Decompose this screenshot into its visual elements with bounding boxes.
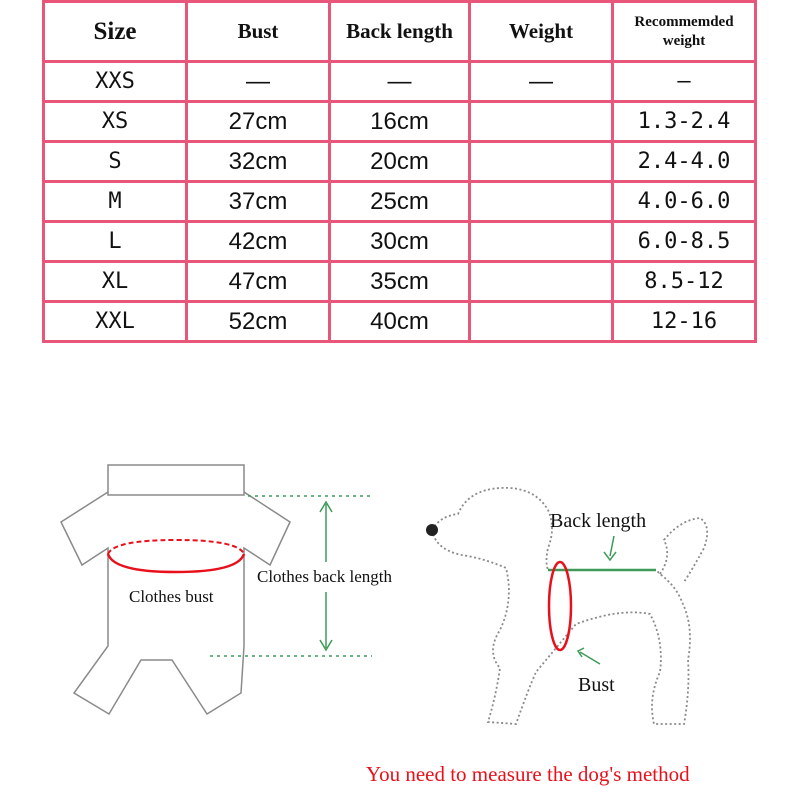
recommended-weight-cell: 4.0-6.0: [613, 182, 756, 222]
recommended-weight-cell: 2.4-4.0: [613, 142, 756, 182]
back-length-cell: 25cm: [330, 182, 470, 222]
header-bust: Bust: [187, 2, 330, 62]
header-weight: Weight: [470, 2, 613, 62]
back-length-cell: 40cm: [330, 302, 470, 342]
dog-bust-label: Bust: [578, 674, 615, 696]
garment-collar: [108, 465, 244, 495]
bust-cell: 27cm: [187, 102, 330, 142]
size-cell: XS: [44, 102, 187, 142]
back-length-cell: 35cm: [330, 262, 470, 302]
dog-back-length-pointer: [610, 536, 614, 556]
back-length-cell: 20cm: [330, 142, 470, 182]
header-size: Size: [44, 2, 187, 62]
size-cell: XL: [44, 262, 187, 302]
recommended-weight-cell: 12-16: [613, 302, 756, 342]
clothes-bust-back-arc: [108, 540, 244, 554]
dog-snout: [432, 530, 690, 724]
size-cell: M: [44, 182, 187, 222]
recommended-weight-cell: 1.3-2.4: [613, 102, 756, 142]
measure-method-note: You need to measure the dog's method: [366, 762, 690, 786]
dog-head: [432, 488, 552, 570]
bust-cell: 52cm: [187, 302, 330, 342]
clothes-back-length-label: Clothes back length: [257, 567, 393, 586]
recommended-weight-cell: 6.0-8.5: [613, 222, 756, 262]
header-recommended-line2: weight: [662, 32, 706, 49]
dog-back-length-label: Back length: [550, 510, 647, 532]
bust-cell: —: [187, 62, 330, 102]
weight-cell: —: [470, 62, 613, 102]
header-back-length: Back length: [330, 2, 470, 62]
dog-bust-ring: [549, 562, 571, 650]
back-length-cell: —: [330, 62, 470, 102]
size-cell: L: [44, 222, 187, 262]
dog-tail: [660, 518, 707, 582]
clothes-bust-label: Clothes bust: [129, 587, 214, 606]
clothes-bust-front-arc: [108, 554, 244, 572]
recommended-weight-cell: 8.5-12: [613, 262, 756, 302]
header-recommended-line1: Recommemded: [634, 13, 734, 30]
dog-nose-dot: [426, 524, 438, 536]
dog-bust-pointer: [580, 652, 600, 664]
back-length-cell: 30cm: [330, 222, 470, 262]
size-cell: S: [44, 142, 187, 182]
bust-cell: 47cm: [187, 262, 330, 302]
bust-cell: 37cm: [187, 182, 330, 222]
recommended-weight-cell: —: [613, 62, 756, 102]
back-length-cell: 16cm: [330, 102, 470, 142]
size-cell: XXL: [44, 302, 187, 342]
bust-cell: 42cm: [187, 222, 330, 262]
size-cell: XXS: [44, 62, 187, 102]
bust-cell: 32cm: [187, 142, 330, 182]
